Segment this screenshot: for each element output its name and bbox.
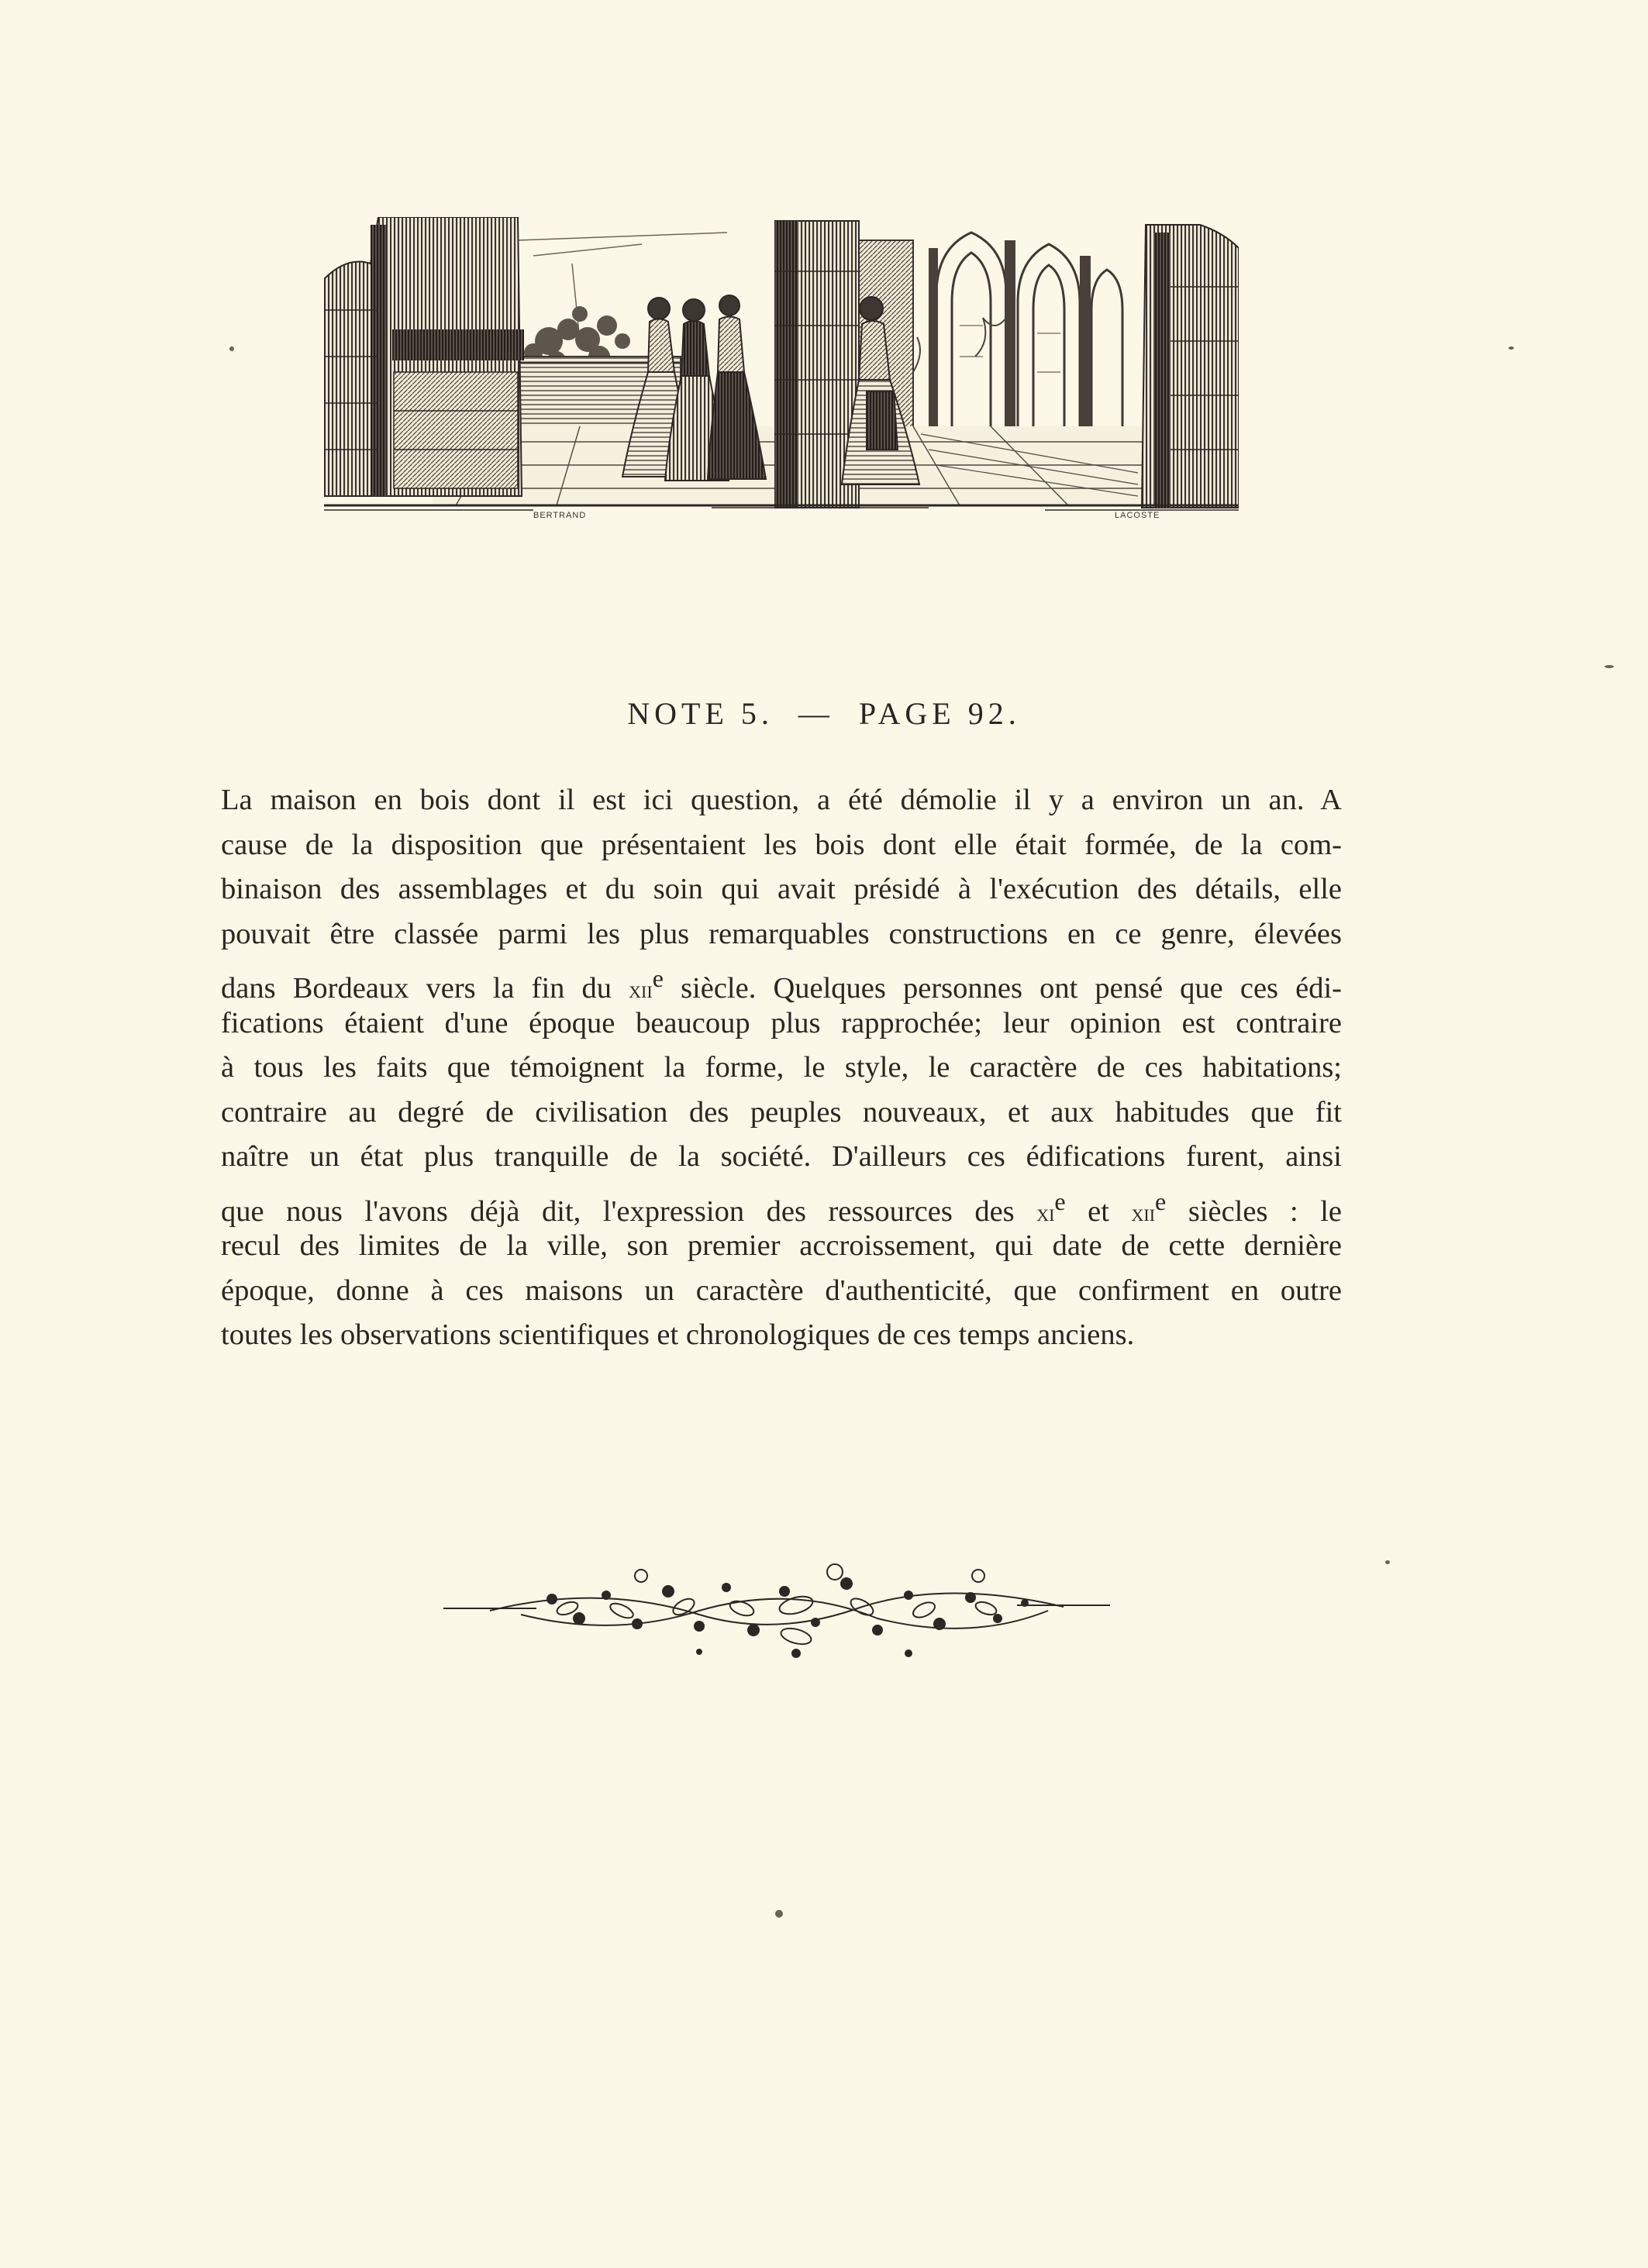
floral-tailpiece-ornament [443,1553,1110,1669]
century-numeral: xi [1036,1198,1055,1226]
century-numeral: xii [1131,1198,1156,1226]
paragraph-line: à tous les faits que témoignent la forme, le style, le caractère de ces habitations; [221,1051,1342,1084]
note-heading [0,695,1648,732]
paragraph-line [221,956,1342,1005]
century-superscript: e [1054,1187,1066,1215]
line-fragment: et [1065,1194,1132,1228]
paper-speck [1508,346,1514,350]
paragraph-line: contraire au degré de civilisation des peuples nouveaux, et aux habitudes que fit [221,1095,1342,1129]
line-fragment: siècles : le [1166,1194,1342,1228]
paper-speck [229,346,234,351]
engraver-signature-right: LACOSTE [1115,511,1160,520]
line-fragment: siècle. Quelques personnes ont pensé que ces édi- [681,971,1342,1005]
paper-speck [775,1910,783,1918]
engraver-signature-left: BERTRAND [533,511,587,520]
paragraph-line: naître un état plus tranquille de la société. D'ailleurs ces édifications furent, ainsi [221,1140,1342,1173]
paragraph-line: binaison des assemblages et du soin qui avait présidé à l'exécution des détails, elle [221,873,1342,905]
heading-dash: — [798,696,834,731]
century-numeral: xii [629,975,653,1003]
century-superscript: e [652,964,664,992]
paragraph-line: toutes les observations scientifiques et chronologiques de ces temps anciens. [221,1318,1135,1351]
paper-speck [1605,665,1614,668]
paper-speck [1385,1560,1390,1564]
engraving-illustration [324,217,1239,521]
paragraph-line: époque, donne à ces maisons un caractère d'authenticité, que confirment en outre [221,1274,1342,1307]
paragraph-line: pouvait être classée parmi les plus remarquables constructions en ce genre, élevées [221,917,1342,950]
paragraph-line: cause de la disposition que présentaient les bois dont elle était formée, de la com- [221,828,1342,861]
paragraph-line: recul des limites de la ville, son premier accroissement, qui date de cette dernière [221,1229,1342,1262]
line-fragment: dans Bordeaux vers la fin du [221,971,629,1005]
paragraph-line [221,1180,1342,1228]
paragraph-line: La maison en bois dont il est ici question, a été démolie il y a environ un an. A [221,784,1342,816]
century-superscript: e [1155,1187,1167,1215]
note-paragraph [221,778,1342,1358]
paragraph-line: fications étaient d'une époque beaucoup plus rapprochée; leur opinion est contraire [221,1006,1342,1039]
note-number: NOTE 5. [627,696,774,731]
page-reference: PAGE 92. [858,696,1021,731]
line-fragment: que nous l'avons déjà dit, l'expression des ressources des [221,1194,1037,1228]
